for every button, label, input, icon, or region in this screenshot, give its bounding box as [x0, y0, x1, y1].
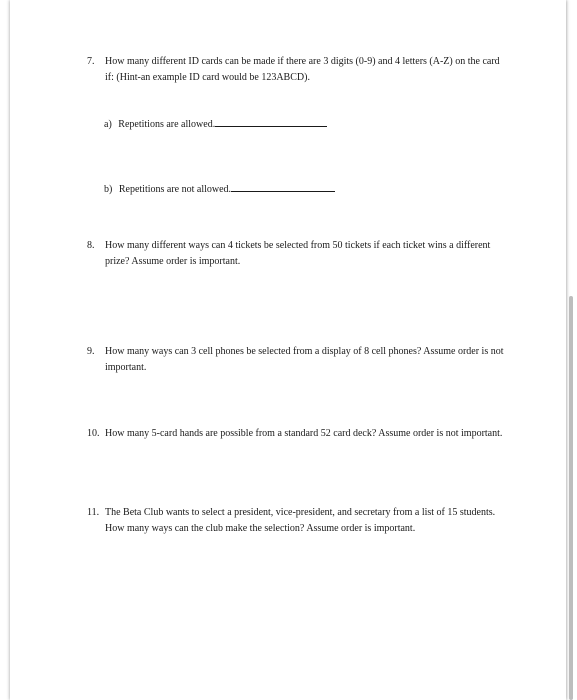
question-text: How many different ways can 4 tickets be selected from 50 tickets if each ticket wins a different prize? Assume order is important. [105, 240, 491, 267]
question-7b [104, 181, 335, 197]
part-label: b) [104, 184, 113, 195]
worksheet-page [10, 0, 566, 700]
question-7a [104, 116, 327, 132]
question-number: 10. [87, 428, 100, 439]
question-number: 8. [87, 240, 95, 251]
question-9 [87, 344, 507, 376]
question-number: 7. [87, 56, 95, 67]
question-8 [87, 238, 507, 270]
part-label: a) [104, 119, 112, 130]
vertical-scrollbar[interactable] [569, 296, 573, 700]
answer-blank [231, 181, 335, 192]
question-text: The Beta Club wants to select a president, vice-president, and secretary from a list of 15 students. How many ways can the club make the selection? Assume order is important. [105, 507, 496, 534]
question-text: How many ways can 3 cell phones be selected from a display of 8 cell phones? Assume order is not important. [105, 346, 504, 373]
question-7 [87, 54, 507, 86]
question-number: 11. [87, 507, 100, 518]
question-text: How many different ID cards can be made if there are 3 digits (0-9) and 4 letters (A-Z) on the card if: (Hint-an example ID card would be 123ABCD). [105, 56, 500, 83]
question-11 [87, 505, 517, 537]
question-number: 9. [87, 346, 95, 357]
question-10 [87, 426, 517, 442]
answer-blank [215, 116, 327, 127]
part-text: Repetitions are not allowed. [118, 184, 232, 195]
question-text: How many 5-card hands are possible from a standard 52 card deck? Assume order is not important. [105, 428, 503, 439]
part-text: Repetitions are allowed. [118, 119, 216, 130]
